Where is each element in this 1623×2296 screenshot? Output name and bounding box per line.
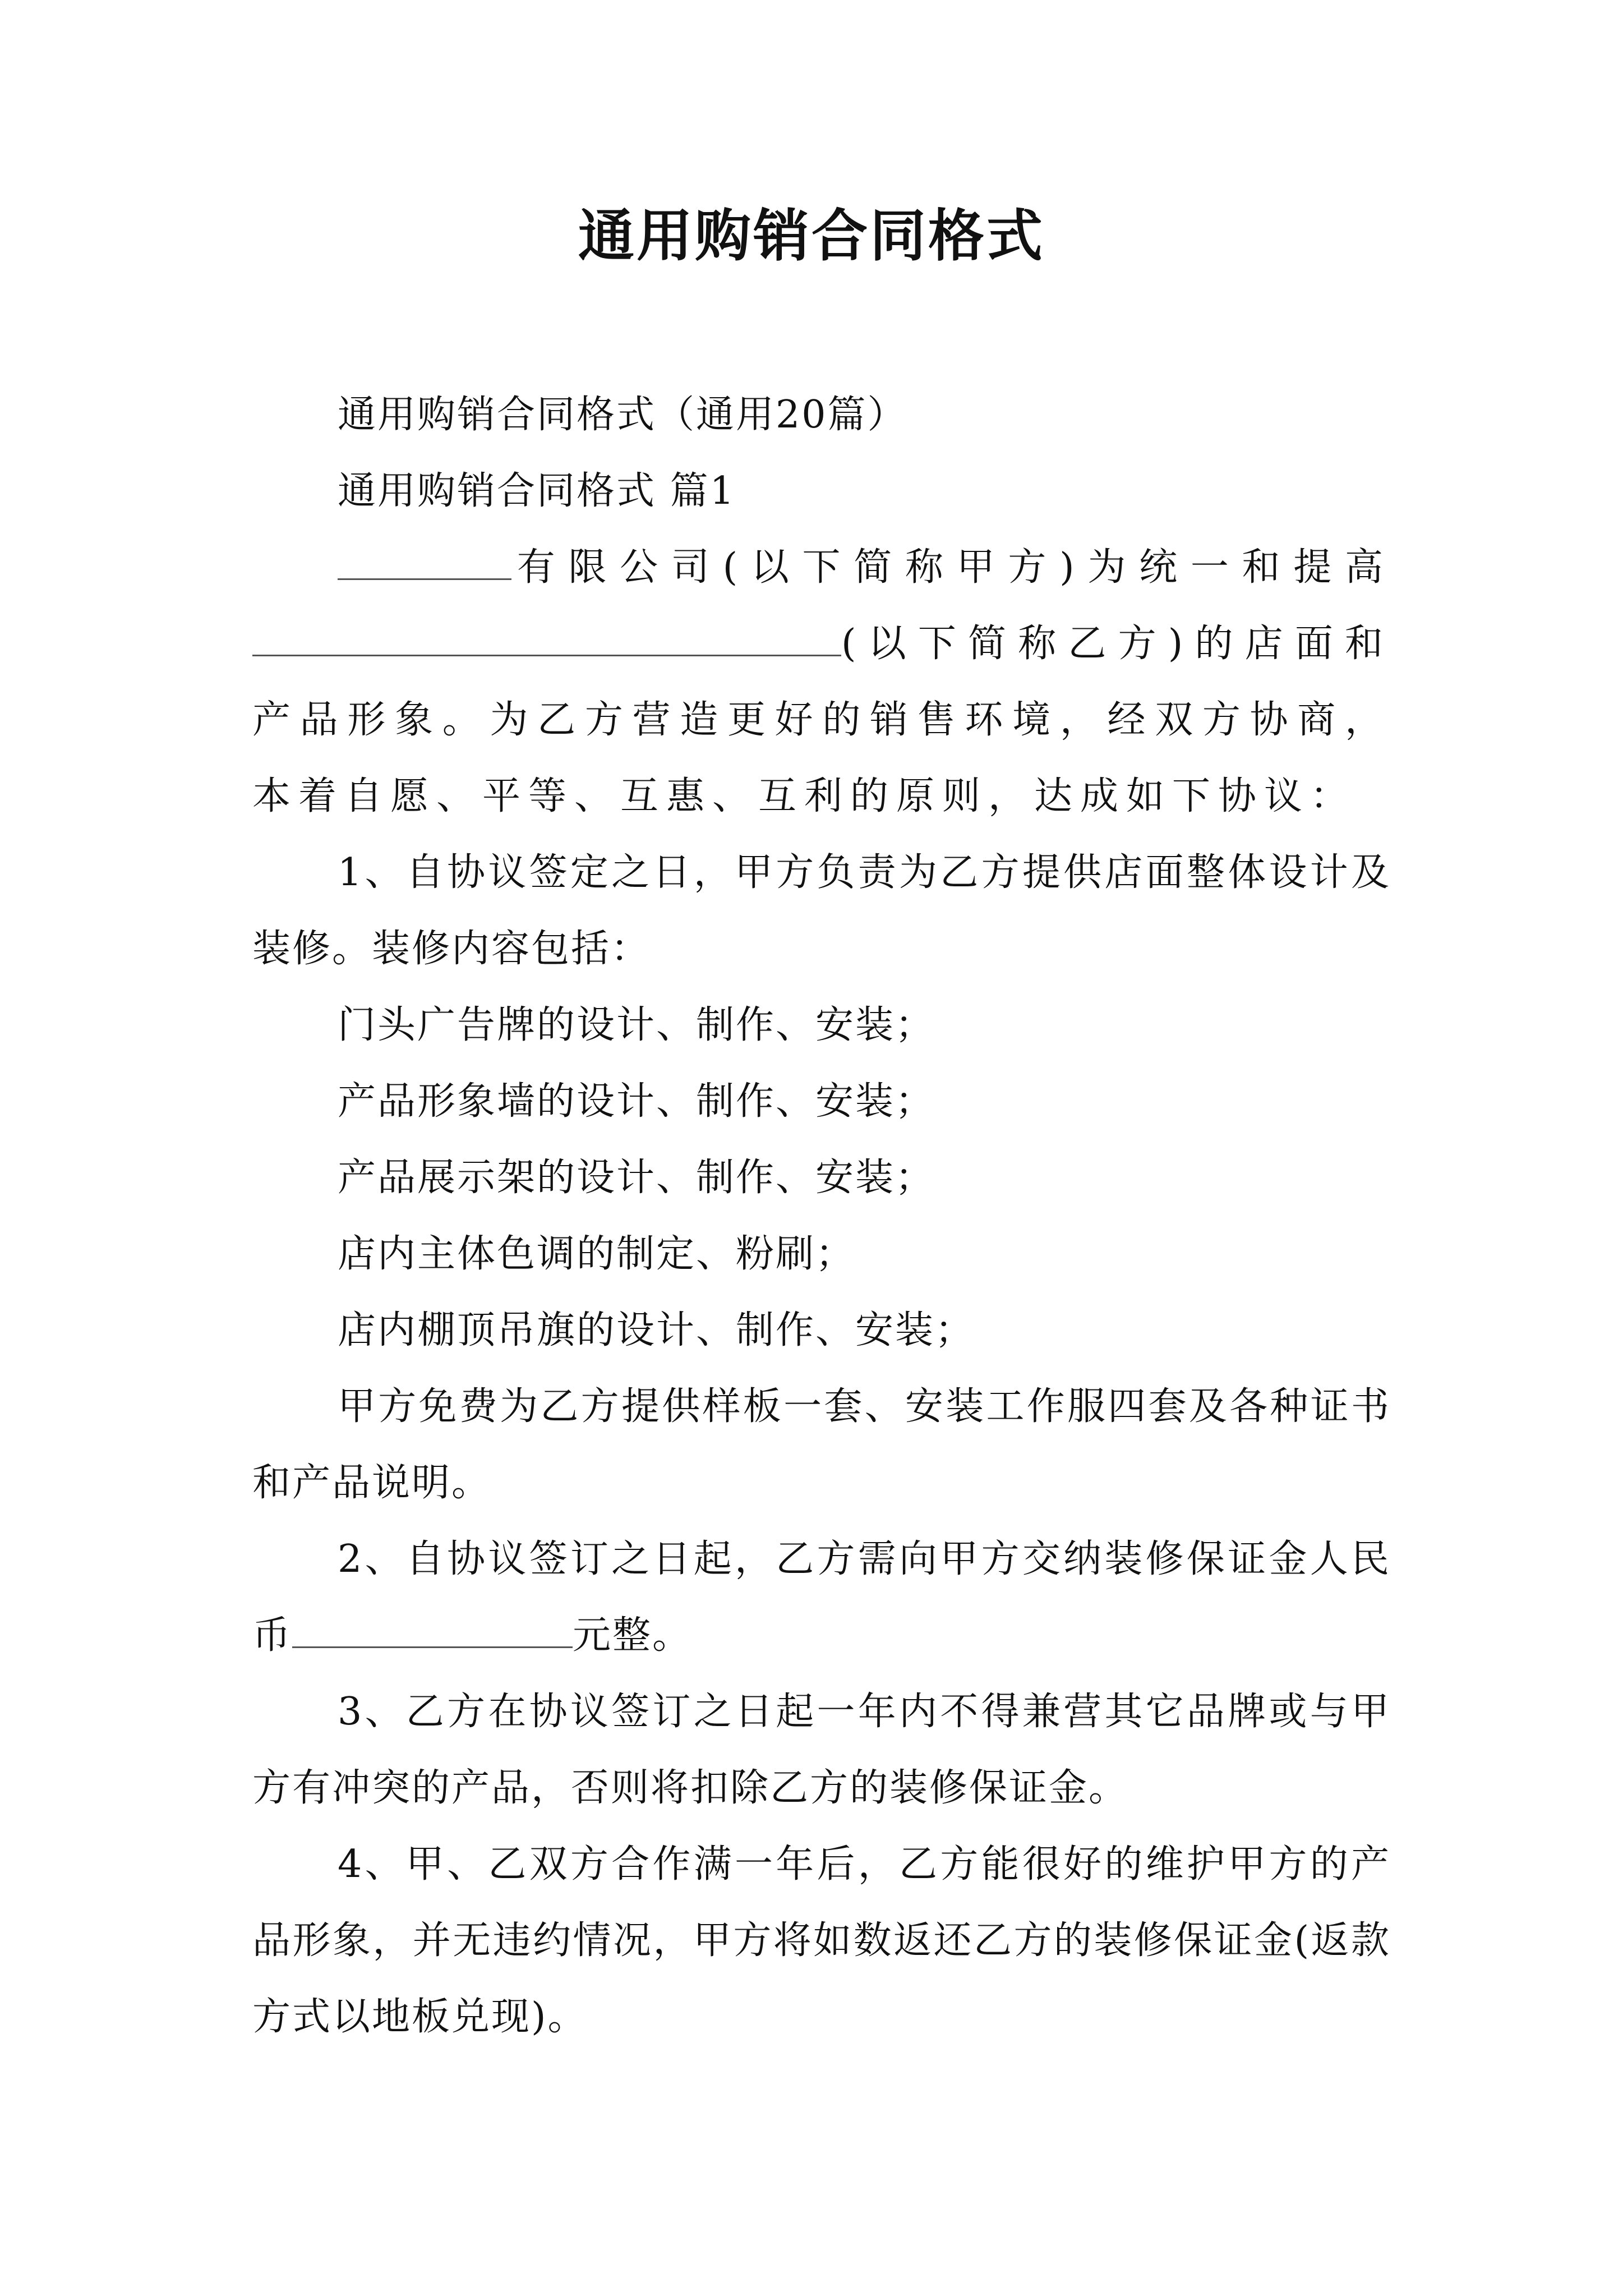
clause-2-text-2: 元整。	[573, 1613, 693, 1658]
intro-text-1: 有限公司(以下简称甲方)为统一和提高	[511, 545, 1391, 590]
item-2: 产品形象墙的设计、制作、安装；	[338, 1079, 935, 1124]
clause-2-text-1: 2、自协议签订之日起，乙方需向甲方交纳装修保证金人民币	[252, 1537, 1391, 1658]
clause-4: 4、甲、乙双方合作满一年后，乙方能很好的维护甲方的产品形象，并无违约情况，甲方将如数返还乙方的装修保证金(返款方式以地板兑现)。	[252, 1842, 1391, 2039]
blank-deposit-amount	[292, 1613, 573, 1648]
blank-party-b-name	[252, 621, 841, 656]
blank-company-name	[338, 545, 511, 580]
clause-2	[252, 1521, 1391, 1674]
clause-3: 3、乙方在协议签订之日起一年内不得兼营其它品牌或与甲方有冲突的产品，否则将扣除乙方的装修保证金。	[252, 1690, 1391, 1810]
intro-paragraph	[252, 530, 1391, 835]
intro-text-2: (以下简称乙方)的店面和产品形象。为乙方营造更好的销售环境，经双方协商，本着自愿、平等、互惠、互利的原则，达成如下协议：	[252, 622, 1391, 818]
free-supply-paragraph: 甲方免费为乙方提供样板一套、安装工作服四套及各种证书和产品说明。	[252, 1384, 1391, 1505]
document-title: 通用购销合同格式	[578, 203, 1045, 269]
subtitle: 通用购销合同格式（通用20篇）	[338, 393, 907, 437]
section-heading: 通用购销合同格式 篇1	[338, 469, 736, 513]
item-1: 门头广告牌的设计、制作、安装；	[338, 1003, 935, 1047]
clause-1: 1、自协议签定之日，甲方负责为乙方提供店面整体设计及装修。装修内容包括：	[252, 850, 1391, 971]
document-body	[252, 377, 1391, 2055]
item-4: 店内主体色调的制定、粉刷；	[338, 1232, 856, 1276]
item-3: 产品展示架的设计、制作、安装；	[338, 1156, 935, 1200]
item-5: 店内棚顶吊旗的设计、制作、安装；	[338, 1308, 975, 1352]
